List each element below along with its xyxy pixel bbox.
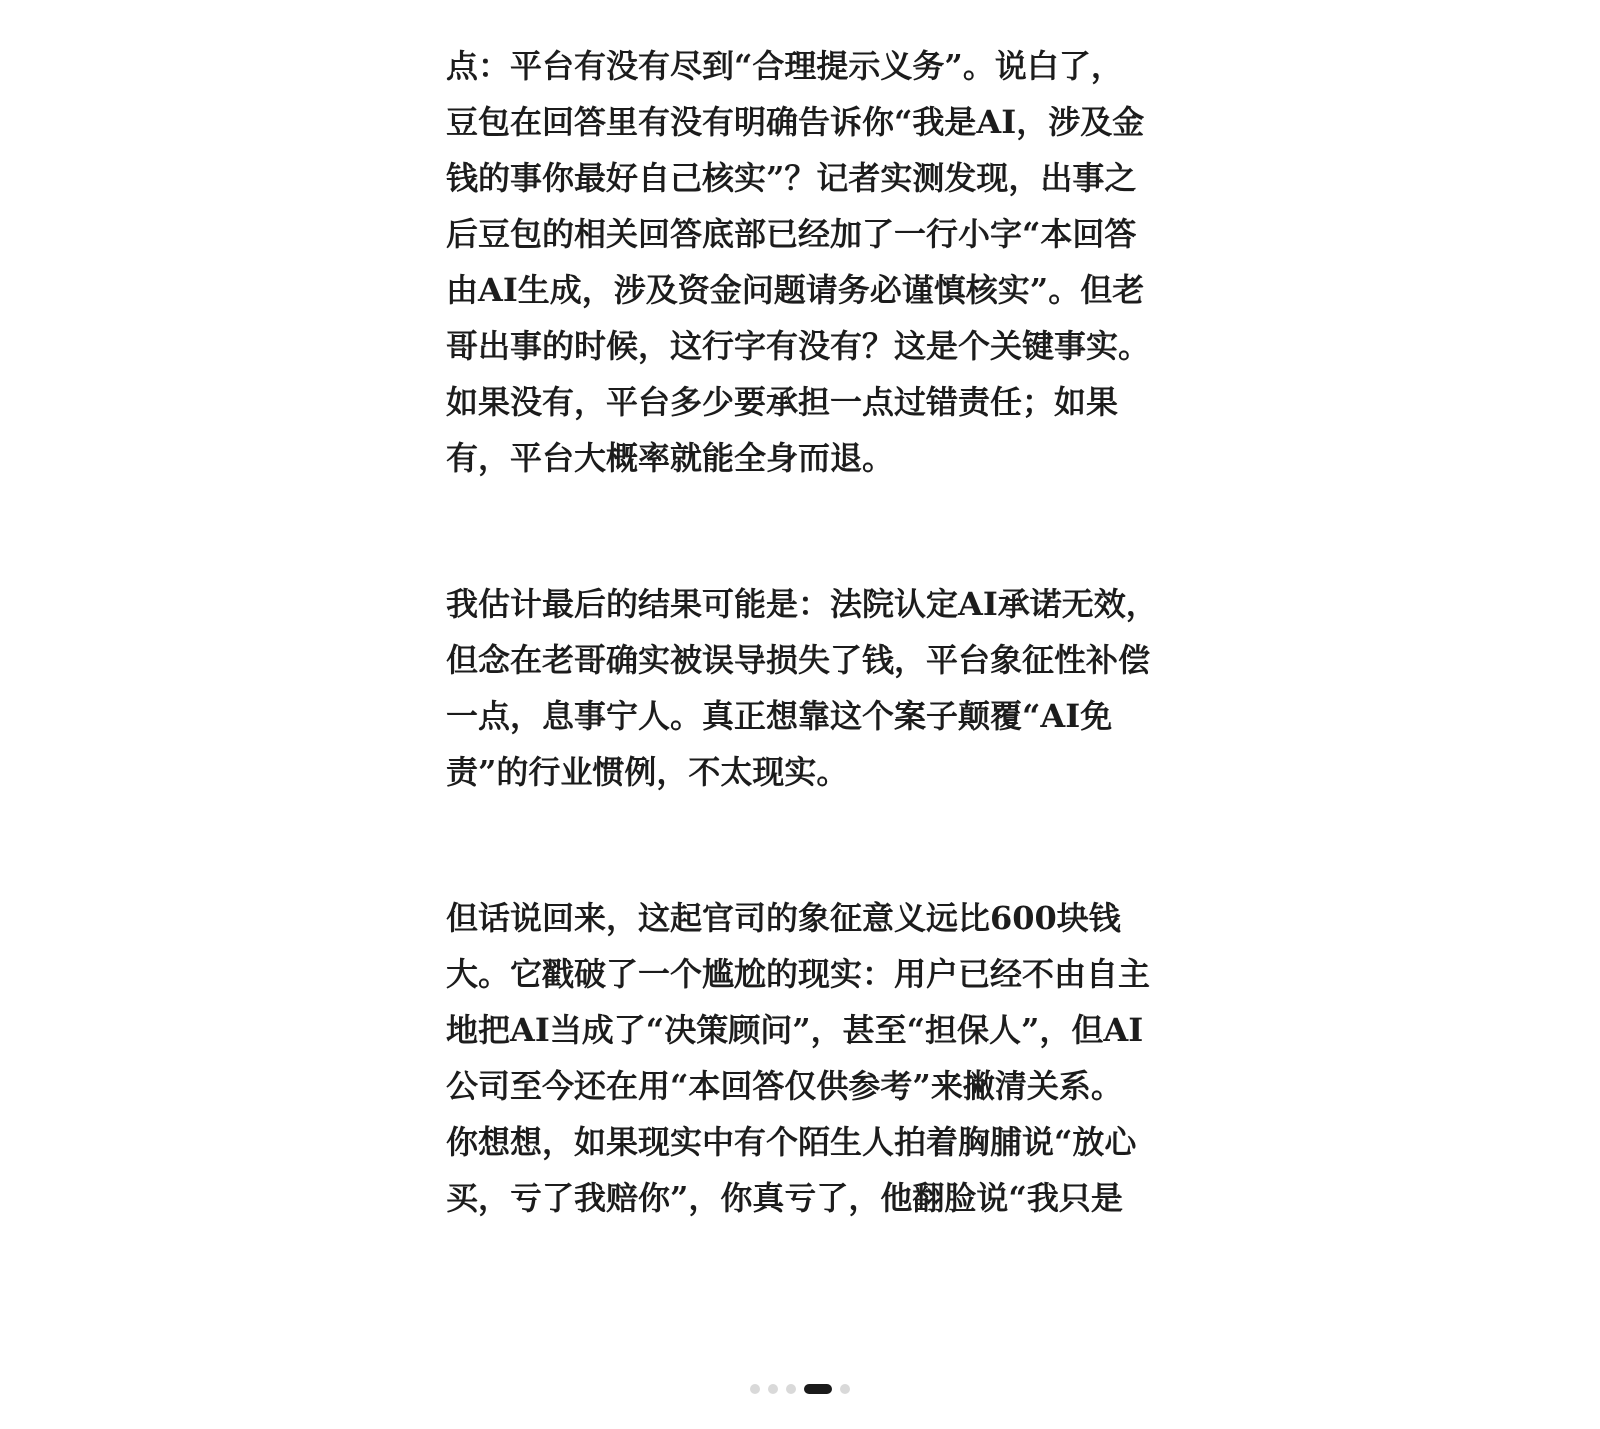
page-indicator: [0, 1382, 1600, 1396]
text-line: 如果没有，平台多少要承担一点过错责任；如果: [446, 383, 1119, 421]
paragraph-3: [446, 890, 1166, 1226]
paragraph-1: [446, 38, 1166, 486]
page-dot-active[interactable]: [804, 1384, 832, 1394]
text-line: 一点，息事宁人。真正想靠这个案子颠覆“AI免: [446, 697, 1113, 735]
text-line: 我估计最后的结果可能是：法院认定AI承诺无效，: [446, 585, 1158, 623]
text-line: 买，亏了我赔你”，你真亏了，他翻脸说“我只是: [446, 1179, 1123, 1217]
text-line: 大。它戳破了一个尴尬的现实：用户已经不由自主: [446, 955, 1151, 993]
text-line: 后豆包的相关回答底部已经加了一行小字“本回答: [446, 215, 1137, 253]
text-line: 地把AI当成了“决策顾问”，甚至“担保人”，但AI: [446, 1011, 1144, 1049]
page-dot[interactable]: [768, 1384, 778, 1394]
paragraph-2: [446, 576, 1166, 800]
text-line: 哥出事的时候，这行字有没有？这是个关键事实。: [446, 327, 1151, 365]
article-body: [446, 38, 1166, 1226]
text-line: 钱的事你最好自己核实”？记者实测发现，出事之: [446, 159, 1137, 197]
page-dot[interactable]: [750, 1384, 760, 1394]
text-line: 点：平台有没有尽到“合理提示义务”。说白了，: [446, 47, 1123, 85]
text-line: 但话说回来，这起官司的象征意义远比600块钱: [446, 899, 1121, 937]
text-line: 有，平台大概率就能全身而退。: [446, 439, 895, 477]
text-line: 公司至今还在用“本回答仅供参考”来撇清关系。: [446, 1067, 1123, 1105]
page-dot[interactable]: [840, 1384, 850, 1394]
text-line: 豆包在回答里有没有明确告诉你“我是AI，涉及金: [446, 103, 1145, 141]
text-line: 责”的行业惯例，不太现实。: [446, 753, 849, 791]
text-line: 由AI生成，涉及资金问题请务必谨慎核实”。但老: [446, 271, 1145, 309]
page-dot[interactable]: [786, 1384, 796, 1394]
text-line: 你想想，如果现实中有个陌生人拍着胸脯说“放心: [446, 1123, 1137, 1161]
text-line: 但念在老哥确实被误导损失了钱，平台象征性补偿: [446, 641, 1151, 679]
